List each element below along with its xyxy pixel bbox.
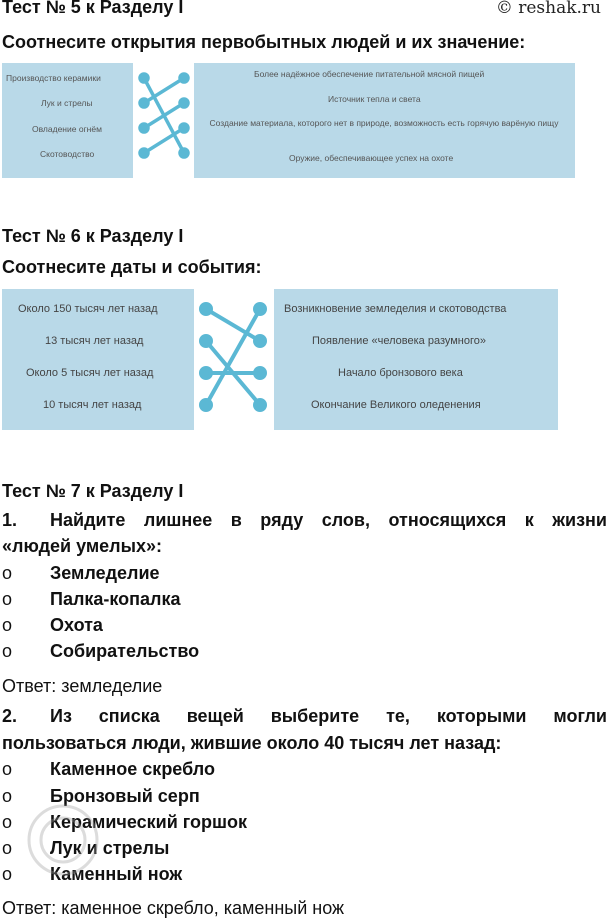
test5-connector-line bbox=[144, 103, 184, 128]
test5-left-item: Овладение огнём bbox=[32, 124, 102, 134]
q2-bullet: o bbox=[2, 864, 13, 884]
test5-right-panel bbox=[194, 63, 575, 178]
q2-option: Бронзовый серп bbox=[50, 786, 200, 806]
test6-connector-dot bbox=[201, 304, 211, 314]
test6-connector-dot bbox=[255, 304, 265, 314]
test5-connector-dot bbox=[140, 99, 148, 107]
test5-connector-dot bbox=[180, 124, 188, 132]
test7-title: Тест № 7 к Разделу I bbox=[2, 481, 184, 501]
test5-right-item: Оружие, обеспечивающее успех на охоте bbox=[289, 153, 454, 163]
test5-right-item: Источник тепла и света bbox=[328, 94, 421, 104]
q1-text-line1: Найдите лишнее в ряду слов, относящихся к жизни bbox=[50, 510, 607, 530]
test6-connector-dot bbox=[201, 336, 211, 346]
test5-left-panel bbox=[2, 63, 133, 178]
site-watermark: © reshak.ru bbox=[495, 0, 601, 18]
q2-bullet: o bbox=[2, 759, 13, 779]
test5-right-item: Создание материала, которого нет в природе, возможность есть горячую варёную пищу bbox=[209, 118, 559, 128]
test6-connector-dot bbox=[255, 368, 265, 378]
q2-option: Керамический горшок bbox=[50, 812, 248, 832]
q1-option: Земледелие bbox=[50, 563, 160, 583]
q1-bullet: o bbox=[2, 589, 13, 609]
q1-answer: Ответ: земледелие bbox=[2, 676, 163, 696]
test5-connector-dot bbox=[140, 74, 148, 82]
q1-bullet: o bbox=[2, 615, 13, 635]
test5-task: Соотнесите открытия первобытных людей и их значение: bbox=[2, 32, 526, 52]
test6-connector-dot bbox=[201, 400, 211, 410]
test6-right-panel bbox=[274, 289, 558, 430]
test6-title: Тест № 6 к Разделу I bbox=[2, 226, 184, 246]
test5-connector-dot bbox=[140, 124, 148, 132]
q2-text-line1: Из списка вещей выберите те, которыми могли bbox=[50, 706, 607, 726]
test5-connector-dot bbox=[180, 74, 188, 82]
test5-title: Тест № 5 к Разделу I bbox=[2, 0, 184, 17]
q2-text-line2: пользоваться люди, жившие около 40 тысяч лет назад: bbox=[2, 733, 502, 753]
q2-option: Каменный нож bbox=[50, 864, 183, 884]
test5-right-item: Более надёжное обеспечение питательной мясной пищей bbox=[254, 69, 485, 79]
test6-connector-dot bbox=[201, 368, 211, 378]
test6-right-item: Появление «человека разумного» bbox=[312, 335, 486, 347]
q2-bullet: o bbox=[2, 786, 13, 806]
q2-option: Лук и стрелы bbox=[50, 838, 170, 858]
q1-option: Охота bbox=[50, 615, 103, 635]
test5-connector-diagram bbox=[134, 63, 194, 178]
test6-right-item: Возникновение земледелия и скотоводства bbox=[284, 303, 507, 315]
test6-connector-diagram bbox=[194, 289, 274, 430]
q1-option: Палка-копалка bbox=[50, 589, 181, 609]
q1-bullet: o bbox=[2, 563, 13, 583]
test5-left-item: Производство керамики bbox=[6, 73, 101, 83]
test5-connector-dot bbox=[180, 149, 188, 157]
test6-connector-dot bbox=[255, 336, 265, 346]
test6-left-panel bbox=[2, 289, 194, 430]
test6-connector-dot bbox=[255, 400, 265, 410]
test5-left-item: Скотоводство bbox=[40, 149, 95, 159]
test5-connector-dot bbox=[140, 149, 148, 157]
q2-bullet: o bbox=[2, 838, 13, 858]
test6-left-item: Около 5 тысяч лет назад bbox=[26, 367, 154, 379]
q2-number: 2. bbox=[2, 706, 18, 726]
q1-text-line2: «людей умелых»: bbox=[2, 536, 163, 556]
test6-task: Соотнесите даты и события: bbox=[2, 257, 262, 277]
test6-left-item: 13 тысяч лет назад bbox=[45, 335, 144, 347]
q2-bullet: o bbox=[2, 812, 13, 832]
q2-answer: Ответ: каменное скребло, каменный нож bbox=[2, 898, 345, 918]
reshak-seal-watermark bbox=[18, 770, 128, 890]
test6-right-item: Начало бронзового века bbox=[338, 367, 463, 379]
q1-bullet: o bbox=[2, 641, 13, 661]
q1-number: 1. bbox=[2, 510, 18, 530]
test5-left-item: Лук и стрелы bbox=[41, 98, 93, 108]
q1-option: Собирательство bbox=[50, 641, 200, 661]
test6-right-item: Окончание Великого оледенения bbox=[311, 399, 481, 411]
q2-option: Каменное скребло bbox=[50, 759, 215, 779]
test5-connector-dot bbox=[180, 99, 188, 107]
test6-left-item: 10 тысяч лет назад bbox=[43, 399, 142, 411]
test6-left-item: Около 150 тысяч лет назад bbox=[18, 303, 158, 315]
